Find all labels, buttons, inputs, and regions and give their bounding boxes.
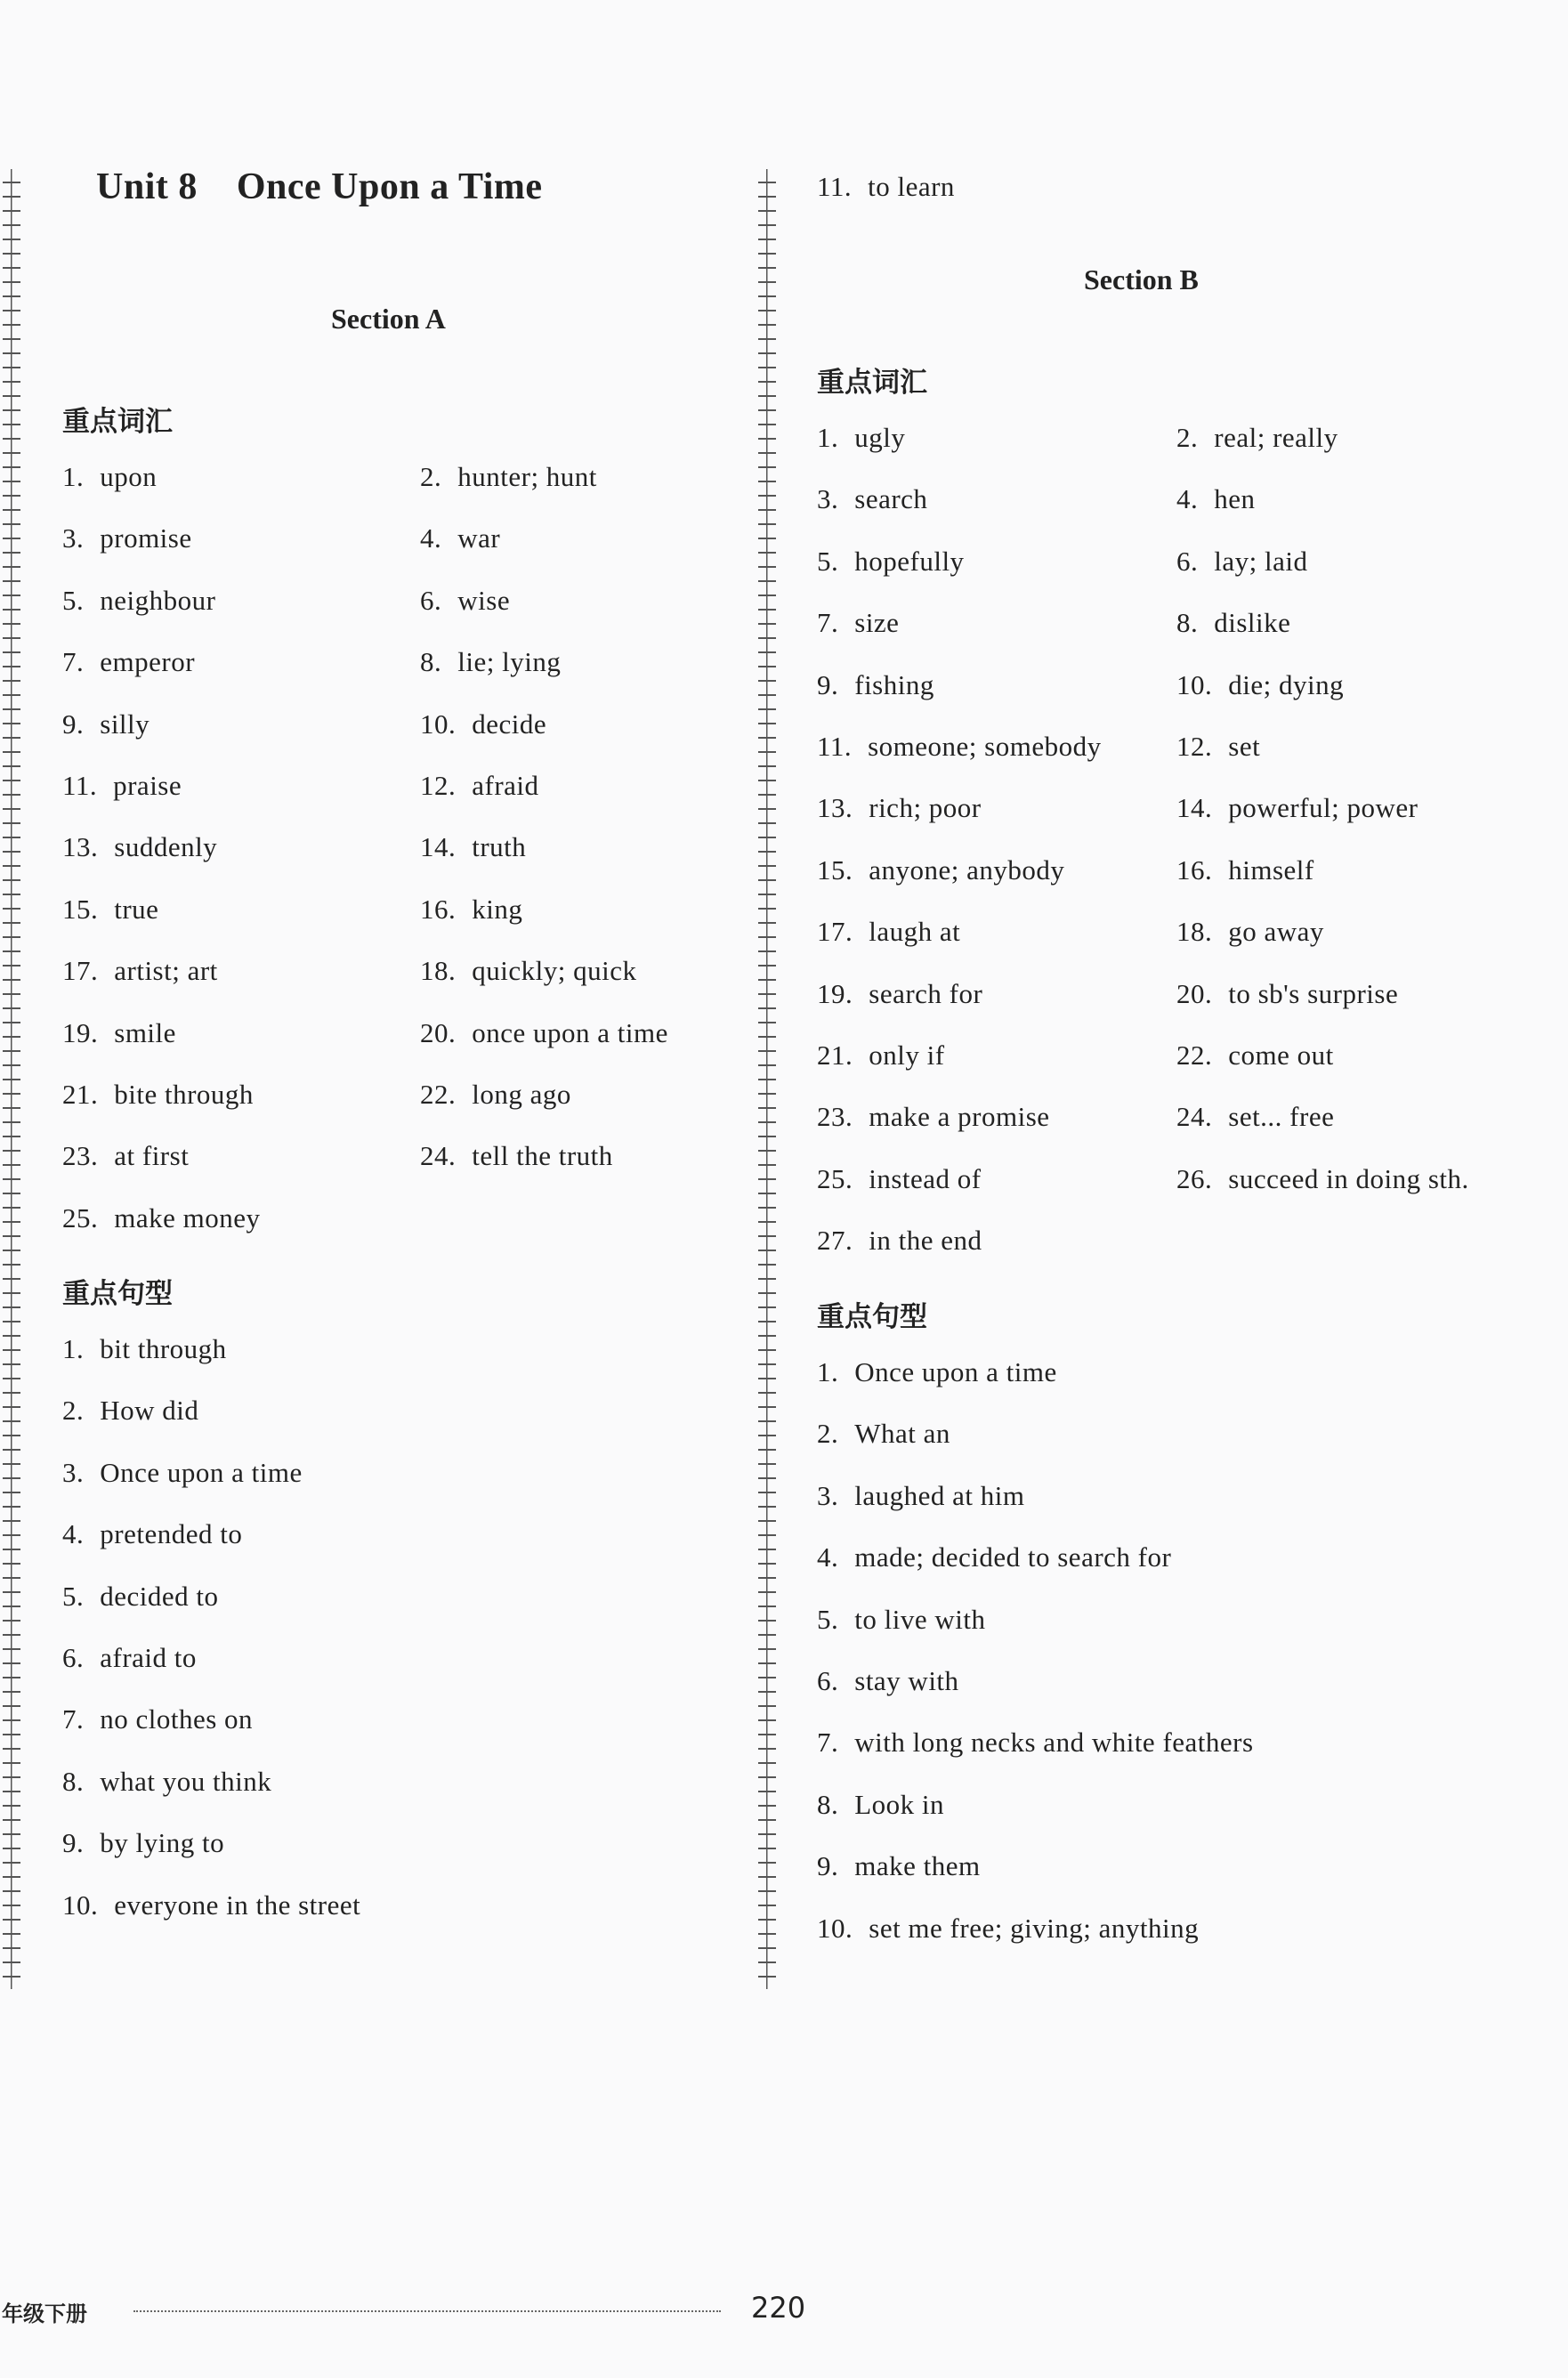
item-number: 4. [62, 1518, 85, 1550]
item-text: pretended to [100, 1518, 243, 1550]
item-number: 6. [817, 1665, 839, 1696]
item-number: 1. [62, 461, 85, 492]
list-item [420, 646, 561, 678]
list-item [420, 522, 500, 554]
item-number: 3. [817, 1479, 839, 1511]
item-number: 10. [817, 1912, 853, 1944]
footer-dotted-rule [133, 2310, 721, 2312]
item-number: 25. [62, 1201, 99, 1233]
carryover-item [817, 171, 955, 203]
item-text: made; decided to search for [854, 1541, 1172, 1573]
item-number: 9. [62, 1827, 85, 1859]
item-number: 4. [1176, 483, 1199, 515]
list-item [62, 955, 218, 987]
list-item [817, 1225, 982, 1257]
item-text: in the end [869, 1225, 982, 1257]
item-number: 27. [817, 1225, 853, 1257]
list-item [817, 731, 1102, 763]
list-item [420, 1017, 668, 1049]
list-item [817, 1101, 1050, 1133]
list-item [1176, 422, 1338, 454]
item-number: 8. [420, 646, 442, 678]
item-number: 6. [62, 1642, 85, 1673]
list-item [817, 1480, 1024, 1512]
binding-rule-middle [758, 169, 776, 1989]
item-number: 12. [1176, 731, 1213, 762]
item-number: 13. [62, 831, 99, 863]
section-a-vocab-heading: 重点词汇 [62, 406, 173, 438]
list-item [62, 585, 215, 617]
list-item [1176, 669, 1344, 701]
item-text: silly [100, 708, 150, 740]
item-number: 25. [817, 1162, 853, 1194]
item-text: rich; poor [869, 792, 982, 824]
list-item [62, 1202, 261, 1234]
item-text: anyone; anybody [869, 853, 1065, 886]
item-number: 11. [62, 770, 98, 801]
list-item [62, 646, 195, 678]
list-item [62, 1457, 303, 1489]
item-number: 19. [62, 1016, 99, 1048]
list-item [62, 1333, 227, 1365]
list-item [420, 1140, 613, 1172]
list-item [62, 894, 158, 926]
item-text: with long necks and white feathers [854, 1727, 1254, 1759]
list-item [420, 461, 597, 493]
item-number: 24. [420, 1140, 457, 1172]
item-text: lay; laid [1214, 545, 1308, 577]
item-number: 3. [817, 483, 839, 515]
item-number: 5. [817, 1603, 839, 1635]
list-item [420, 770, 539, 802]
list-item [1176, 607, 1290, 639]
item-text: instead of [869, 1162, 982, 1194]
list-item [1176, 483, 1256, 515]
item-number: 2. [62, 1395, 85, 1427]
list-item [420, 831, 526, 863]
item-number: 8. [1176, 607, 1199, 639]
item-text: fishing [854, 668, 934, 700]
item-text: What an [854, 1418, 950, 1450]
list-item [62, 1889, 360, 1921]
item-number: 17. [62, 955, 99, 987]
item-number: 23. [817, 1101, 853, 1133]
item-text: real; really [1214, 422, 1338, 453]
item-number: 19. [817, 977, 853, 1009]
item-number: 10. [1176, 668, 1213, 700]
item-text: hen [1214, 483, 1256, 515]
item-number: 5. [62, 584, 85, 616]
item-text: Look in [854, 1788, 945, 1820]
item-text: bit through [100, 1333, 227, 1364]
item-text: everyone in the street [114, 1889, 361, 1921]
list-item [420, 1079, 571, 1111]
item-number: 9. [62, 708, 85, 740]
list-item [62, 1395, 198, 1427]
item-number: 8. [62, 1765, 85, 1797]
item-text: only if [869, 1039, 945, 1071]
item-text: no clothes on [100, 1703, 254, 1735]
list-item [420, 585, 510, 617]
item-number: 18. [420, 955, 457, 987]
list-item [817, 1418, 950, 1450]
list-item [817, 607, 899, 639]
item-text: decide [472, 708, 547, 740]
list-item [62, 1766, 271, 1798]
list-item [817, 546, 965, 578]
item-number: 7. [62, 1703, 85, 1735]
list-item [62, 1827, 224, 1859]
unit-name: Once Upon a Time [236, 166, 543, 207]
item-text: make them [854, 1850, 981, 1882]
list-item [817, 483, 927, 515]
list-item [817, 669, 934, 701]
list-item [817, 1789, 944, 1821]
item-number: 3. [62, 522, 85, 554]
item-text: stay with [854, 1665, 959, 1696]
item-text: what you think [100, 1765, 272, 1797]
binding-rule-left [3, 169, 20, 1989]
list-item [420, 894, 522, 926]
list-item [1176, 731, 1260, 763]
section-a-title: Section A [331, 303, 446, 335]
item-text: succeed in doing sth. [1228, 1162, 1469, 1194]
item-number: 10. [420, 708, 457, 740]
item-number: 12. [420, 770, 457, 801]
list-item [62, 1518, 242, 1550]
list-item [817, 1604, 985, 1636]
item-number: 3. [62, 1456, 85, 1488]
list-item [1176, 792, 1418, 824]
item-number: 11. [817, 731, 853, 762]
item-text: to sb's surprise [1228, 977, 1399, 1009]
item-text: king [472, 893, 523, 925]
item-text: laughed at him [854, 1479, 1025, 1511]
list-item [62, 1140, 189, 1172]
list-item [62, 1642, 197, 1674]
item-text: make money [114, 1201, 261, 1233]
list-item [817, 1850, 981, 1882]
item-number: 20. [1176, 977, 1213, 1009]
item-text: ugly [854, 422, 906, 453]
item-number: 9. [817, 1850, 839, 1882]
item-text: emperor [100, 646, 196, 678]
item-text: search for [869, 977, 983, 1009]
item-number: 14. [1176, 792, 1213, 824]
item-number: 9. [817, 668, 839, 700]
list-item [817, 916, 960, 948]
list-item [817, 1356, 1057, 1388]
item-number: 17. [817, 916, 853, 948]
item-number: 16. [1176, 853, 1213, 886]
list-item [817, 978, 982, 1010]
item-number: 21. [62, 1079, 99, 1110]
section-b-title: Section B [1084, 263, 1199, 295]
item-number: 2. [817, 1418, 839, 1450]
item-text: neighbour [100, 584, 216, 616]
item-text: himself [1228, 853, 1314, 886]
item-number: 23. [62, 1140, 99, 1172]
list-item [817, 1727, 1254, 1759]
item-text: Once upon a time [100, 1456, 303, 1488]
item-number: 4. [420, 522, 442, 554]
item-text: once upon a time [472, 1016, 668, 1048]
item-text: truth [472, 831, 527, 863]
item-text: come out [1228, 1039, 1334, 1071]
item-text: powerful; power [1228, 792, 1418, 824]
item-number: 10. [62, 1889, 99, 1921]
item-number: 2. [420, 461, 442, 492]
item-text: set me free; giving; anything [869, 1912, 1200, 1944]
list-item [817, 1913, 1199, 1945]
section-b-sentences-heading: 重点句型 [817, 1301, 927, 1333]
item-number: 14. [420, 831, 457, 863]
list-item [817, 1541, 1171, 1573]
item-text: someone; somebody [868, 731, 1102, 762]
list-item [62, 1017, 176, 1049]
list-item [420, 955, 636, 987]
item-text: afraid to [100, 1642, 197, 1673]
item-text: long ago [472, 1079, 571, 1110]
item-text: hopefully [854, 545, 965, 577]
item-number: 15. [817, 853, 853, 886]
item-text: lie; lying [457, 646, 562, 678]
item-text: war [457, 522, 501, 554]
item-number: 15. [62, 893, 99, 925]
list-item [1176, 1101, 1334, 1133]
item-text: true [114, 893, 159, 925]
item-text: Once upon a time [854, 1356, 1057, 1387]
item-text: make a promise [869, 1101, 1050, 1133]
list-item [1176, 1039, 1334, 1072]
item-number: 1. [817, 1356, 839, 1387]
list-item [817, 1665, 959, 1697]
item-text: quickly; quick [472, 955, 637, 987]
item-text: bite through [114, 1079, 254, 1110]
item-number: 26. [1176, 1162, 1213, 1194]
list-item [1176, 1163, 1469, 1195]
item-text: promise [100, 522, 192, 554]
list-item [62, 1703, 253, 1735]
item-number: 7. [817, 607, 839, 639]
item-text: to learn [868, 171, 955, 202]
list-item [1176, 978, 1398, 1010]
list-item [817, 1039, 945, 1072]
page-footer [0, 2289, 1568, 2334]
item-text: laugh at [869, 916, 961, 948]
item-text: artist; art [114, 955, 218, 987]
item-number: 21. [817, 1039, 853, 1071]
unit-number: Unit 8 [96, 166, 198, 207]
item-text: decided to [100, 1580, 219, 1612]
item-text: to live with [854, 1603, 986, 1635]
footer-grade: 年级下册 [2, 2301, 87, 2326]
item-text: by lying to [100, 1827, 225, 1859]
list-item [817, 1163, 982, 1195]
item-number: 4. [817, 1541, 839, 1573]
item-text: afraid [472, 770, 539, 801]
list-item [1176, 854, 1314, 886]
item-text: die; dying [1228, 668, 1345, 700]
item-number: 7. [62, 646, 85, 678]
unit-title [96, 166, 543, 208]
item-number: 20. [420, 1016, 457, 1048]
section-a-sentences-heading: 重点句型 [62, 1278, 173, 1310]
item-text: dislike [1214, 607, 1291, 639]
item-text: smile [114, 1016, 176, 1048]
list-item [62, 522, 192, 554]
list-item [817, 422, 905, 454]
item-number: 1. [817, 422, 839, 453]
item-text: suddenly [114, 831, 218, 863]
item-number: 16. [420, 893, 457, 925]
list-item [1176, 916, 1324, 948]
item-number: 13. [817, 792, 853, 824]
item-text: tell the truth [472, 1140, 613, 1172]
item-number: 2. [1176, 422, 1199, 453]
item-number: 7. [817, 1727, 839, 1759]
item-number: 22. [1176, 1039, 1213, 1071]
item-number: 8. [817, 1788, 839, 1820]
item-text: search [854, 483, 928, 515]
list-item [62, 1079, 254, 1111]
item-number: 6. [420, 584, 442, 616]
item-number: 22. [420, 1079, 457, 1110]
item-number: 5. [62, 1580, 85, 1612]
item-text: hunter; hunt [457, 461, 597, 492]
item-text: upon [100, 461, 158, 492]
item-text: set... free [1228, 1101, 1335, 1133]
item-text: wise [457, 584, 511, 616]
list-item [420, 708, 546, 740]
item-text: size [854, 607, 900, 639]
item-number: 5. [817, 545, 839, 577]
item-number: 11. [817, 171, 853, 202]
list-item [1176, 546, 1307, 578]
item-text: go away [1228, 916, 1324, 948]
item-number: 1. [62, 1333, 85, 1364]
list-item [62, 770, 182, 802]
list-item [817, 854, 1064, 886]
list-item [62, 831, 217, 863]
page-number: 220 [751, 2291, 806, 2325]
list-item [62, 461, 157, 493]
item-number: 24. [1176, 1101, 1213, 1133]
item-text: set [1228, 731, 1261, 762]
item-number: 18. [1176, 916, 1213, 948]
item-text: praise [113, 770, 182, 801]
list-item [62, 1581, 219, 1613]
section-b-vocab-heading: 重点词汇 [817, 367, 927, 399]
list-item [817, 792, 982, 824]
item-number: 6. [1176, 545, 1199, 577]
list-item [62, 708, 150, 740]
item-text: at first [114, 1140, 190, 1172]
item-text: How did [100, 1395, 199, 1427]
